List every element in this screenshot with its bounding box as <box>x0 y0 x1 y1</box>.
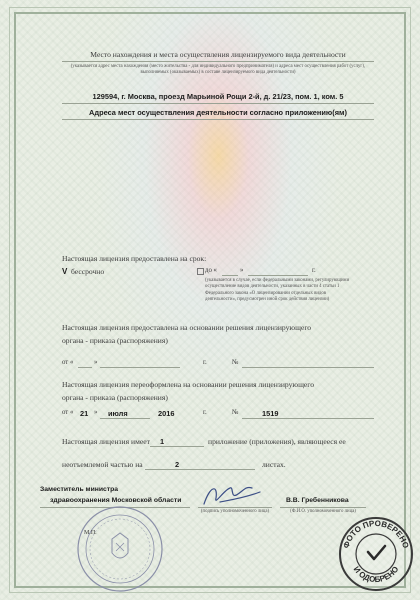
basis-year-suffix: г. <box>203 359 207 366</box>
reissue-line2: органа - приказа (распоряжения) <box>62 393 168 402</box>
annex-sheets-line <box>145 469 255 470</box>
annex-sheets: 2 <box>175 460 180 469</box>
signer-position-line1: Заместитель министра <box>40 486 119 493</box>
basis-month-line <box>100 367 180 368</box>
official-seal <box>74 503 166 595</box>
reissue-number: 1519 <box>262 409 279 418</box>
address-appendix-underline <box>62 119 374 120</box>
annex-count-line <box>150 446 204 447</box>
reissue-from: от « <box>62 409 74 416</box>
reissue-year: 2016 <box>158 409 175 418</box>
basis-line2: органа - приказа (распоряжения) <box>62 336 168 345</box>
signer-name-underline <box>280 507 366 508</box>
basis-line1: Настоящая лицензия предоставлена на основании решения лицензирующего <box>62 323 312 332</box>
term-until-checkbox <box>197 268 204 275</box>
basis-number-line <box>242 367 374 368</box>
term-indefinite: бессрочно <box>71 267 105 276</box>
reissue-month-line <box>100 418 150 419</box>
watermark-text-bottom: И ОДОБРЕНО <box>351 564 401 585</box>
term-note: (указывается в случае, если федеральными законами, регулирующими осуществление видов деятельности, указанных в части 4 статьи 1 Федерального закона «О лицензировании отдельных видов деятельности», предусмотрен иной срок действия лицензии) <box>205 278 350 303</box>
signer-name-caption: (Ф.И.О. уполномоченного лица) <box>290 509 356 514</box>
header-title: Место нахождения и места осуществления лицензируемого вида деятельности <box>90 50 346 59</box>
reissue-year-suffix: г. <box>203 409 207 416</box>
term-until-suffix: г. <box>312 267 316 274</box>
signature-caption: (подпись уполномоченного лица) <box>200 509 270 514</box>
watermark-text-top: ФОТО ПРОВЕРЕНО <box>341 518 411 550</box>
term-label: Настоящая лицензия предоставлена на срок: <box>62 254 207 263</box>
header-note: (указывается адрес места нахождения (место жительства - для индивидуального предпринимателя) и адреса мест осуществления работ (услуг), выполняемых (оказываемых) в составе лицензируемого вида деятельности) <box>70 64 366 76</box>
reissue-number-line <box>242 418 374 419</box>
address-line-underline <box>62 103 374 104</box>
basis-from: от « <box>62 359 74 366</box>
signature-line <box>198 507 272 508</box>
reissue-line1: Настоящая лицензия переоформлена на основании решения лицензирующего <box>62 380 315 389</box>
annex-line2-suffix: листах. <box>262 460 286 469</box>
term-until-mid: » <box>240 267 244 274</box>
term-check-mark: V <box>62 267 68 276</box>
annex-count: 1 <box>160 437 165 446</box>
term-until-prefix: до « <box>205 267 217 274</box>
reissue-day: 21 <box>80 409 89 418</box>
annex-suffix: приложение (приложения), являющееся ее <box>208 437 346 446</box>
annex-prefix: Настоящая лицензия имеет <box>62 437 150 446</box>
basis-close-quote: » <box>94 359 98 366</box>
stamp-label: М.П. <box>84 530 97 536</box>
term-until-day-line <box>222 275 238 276</box>
signer-position-line2: здравоохранения Московской области <box>50 497 182 504</box>
reissue-number-sign: № <box>232 409 239 416</box>
header-title-underline <box>62 61 374 62</box>
basis-day-line <box>78 367 92 368</box>
signer-name: В.В. Гребенникова <box>286 497 349 504</box>
basis-number-sign: № <box>232 359 239 366</box>
reissue-month: июля <box>108 409 128 418</box>
verified-watermark-stamp <box>336 514 416 594</box>
address-appendix-line: Адреса мест осуществления деятельности согласно приложению(ям) <box>89 108 347 117</box>
reissue-close-quote: » <box>94 409 98 416</box>
term-until-month-line <box>248 275 308 276</box>
annex-line2-prefix: неотъемлемой частью на <box>62 460 143 469</box>
address-line: 129594, г. Москва, проезд Марьиной Рощи 2-й, д. 21/23, пом. 1, ком. 5 <box>92 92 344 101</box>
